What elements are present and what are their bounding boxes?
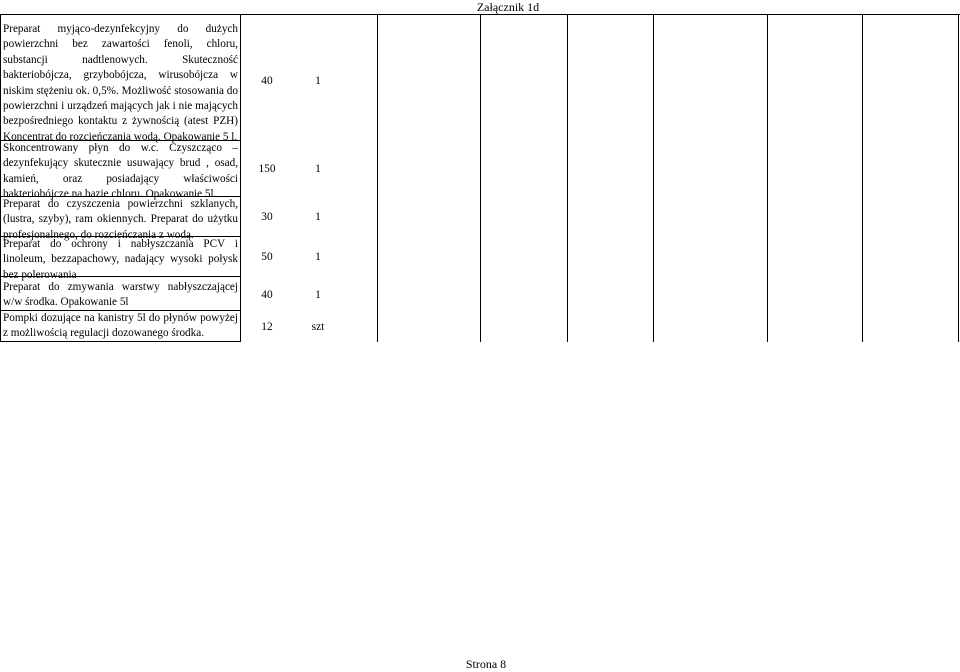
annex-label: Załącznik 1d (476, 0, 540, 14)
column-divider (567, 14, 568, 342)
column-divider (862, 14, 863, 342)
table-row-unit: 1 (315, 163, 321, 175)
table-row-unit: 1 (315, 251, 321, 263)
table-row-unit: szt (311, 321, 325, 333)
table-row-quantity: 50 (261, 251, 273, 263)
column-divider (240, 14, 241, 342)
table-row-description: Preparat do czyszczenia powierzchni szklanych, (lustra, szyby), ram okiennych. Preparat do użytku profesjonalnego, do rozcieńczania z wodą. (3, 198, 238, 241)
column-divider (377, 14, 378, 342)
table-border-right (958, 14, 959, 342)
table-row-unit: 1 (315, 75, 321, 87)
table-row-description: Preparat do ochrony i nabłyszczania PCV i linoleum, bezzapachowy, nadający wysoki połysk bez polerowania (3, 238, 238, 281)
table-row-description: Preparat do zmywania warstwy nabłyszczającej w/w środka. Opakowanie 5l (3, 281, 238, 309)
table-row-quantity: 12 (261, 321, 273, 333)
table-row-quantity: 30 (261, 211, 273, 223)
table-row-description: Skoncentrowany płyn do w.c. Czyszcząco – dezynfekujący skutecznie usuwający brud , osad, kamień, oraz posiadający właściwości bakteriobójcze na bazie chloru. Opakowanie 5l. (3, 142, 238, 201)
table-row-unit: 1 (315, 211, 321, 223)
column-divider (653, 14, 654, 342)
table-border-left (0, 14, 1, 342)
table-border-top (0, 14, 960, 15)
table-row-quantity: 40 (261, 75, 273, 87)
column-divider (767, 14, 768, 342)
table-row-description: Preparat myjąco-dezynfekcyjny do dużych powierzchni bez zawartości fenoli, chloru, substancji nadtlenowych. Skuteczność bakteriobójcza, grzybobójcza, wirusobójcza w niskim stężeniu ok. 0,5%. Możliwość stosowania do powierzchni i urządzeń mających jak i nie mających bezpośredniego kontaktu z żywnością (atest PZH) Koncentrat do rozcieńczania wodą. Opakowanie 5 l. (3, 23, 238, 143)
table-row-unit: 1 (315, 289, 321, 301)
table-row-description: Pompki dozujące na kanistry 5l do płynów powyżej z możliwością regulacji dozowanego środka. (3, 312, 238, 340)
table-row-quantity: 40 (261, 289, 273, 301)
page-number: Strona 8 (465, 657, 507, 671)
table-row-quantity: 150 (258, 163, 276, 175)
column-divider (480, 14, 481, 342)
